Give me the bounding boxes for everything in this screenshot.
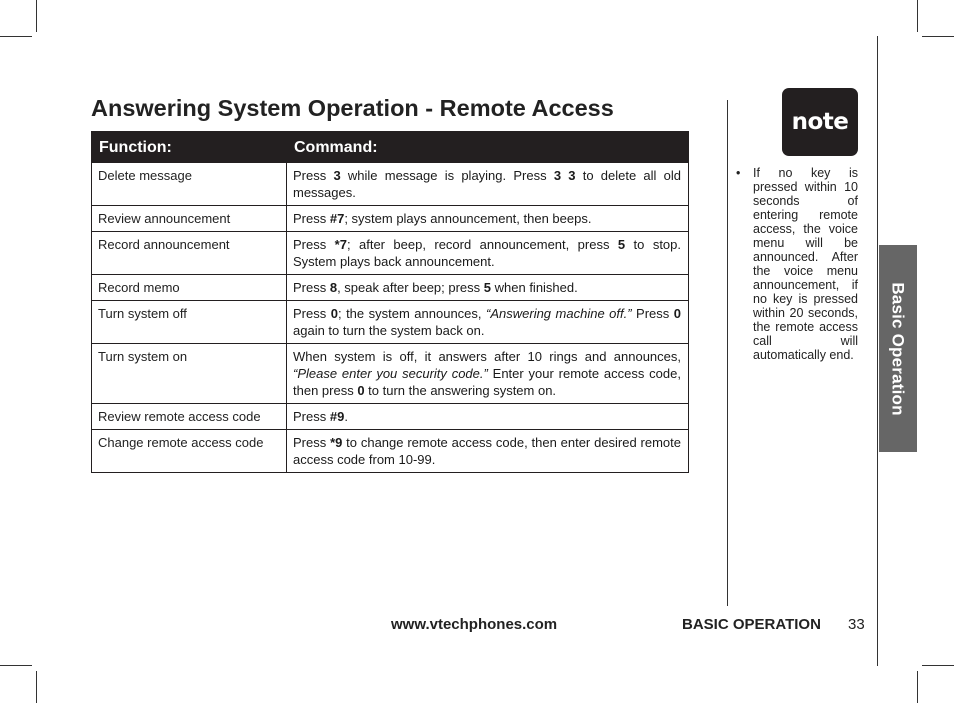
command-text: to change remote access code, then enter desired remote access code from 10-99.	[293, 435, 682, 467]
crop-mark	[36, 671, 37, 703]
command-text: Press	[293, 306, 331, 321]
command-text: When system is off, it answers after 10 rings and announces,	[293, 349, 681, 364]
command-text: to stop. System plays back announcement.	[293, 237, 682, 269]
note-badge: note	[782, 88, 858, 156]
command-cell	[287, 206, 689, 232]
crop-mark	[917, 0, 918, 32]
command-text: when finished.	[491, 280, 578, 295]
table-row	[92, 163, 689, 206]
command-text: ; after beep, record announcement, press	[346, 237, 618, 252]
command-text: .	[344, 409, 348, 424]
key-label: 0	[330, 306, 338, 321]
key-label: #9	[329, 409, 345, 424]
key-label: 5	[483, 280, 492, 295]
key-label: 0	[673, 306, 682, 321]
function-cell: Review announcement	[92, 206, 287, 232]
key-label: *9	[330, 435, 343, 450]
command-cell	[287, 430, 689, 473]
command-text: Press	[293, 237, 335, 252]
crop-mark	[36, 0, 37, 32]
command-text: ; system plays announcement, then beeps.	[344, 211, 592, 226]
function-cell: Change remote access code	[92, 430, 287, 473]
command-text: Press	[293, 435, 331, 450]
command-cell	[287, 163, 689, 206]
announcement-quote: “Please enter you security code.”	[293, 366, 488, 381]
footer-url: www.vtechphones.com	[391, 616, 558, 633]
section-side-tab	[879, 245, 917, 452]
command-text: Press	[293, 409, 330, 424]
command-cell	[287, 232, 689, 275]
command-text: again to turn the system back on.	[293, 323, 485, 338]
command-text: Press	[293, 280, 330, 295]
margin-divider	[877, 36, 878, 666]
key-label: 8	[329, 280, 338, 295]
function-cell: Record announcement	[92, 232, 287, 275]
command-text: Press	[293, 211, 330, 226]
column-divider	[727, 100, 728, 606]
note-content	[736, 166, 858, 362]
crop-mark	[922, 36, 954, 37]
crop-mark	[917, 671, 918, 703]
command-text: to delete all old messages.	[293, 168, 681, 200]
command-text: Press	[293, 168, 334, 183]
command-cell	[287, 344, 689, 404]
key-label: 3 3	[553, 168, 576, 183]
command-cell	[287, 404, 689, 430]
table-row	[92, 206, 689, 232]
command-text: , speak after beep; press	[337, 280, 484, 295]
bullet-icon: •	[736, 166, 741, 180]
table-body	[92, 163, 689, 473]
key-label: 0	[357, 383, 365, 398]
command-text: to turn the answering system on.	[364, 383, 557, 398]
function-cell: Record memo	[92, 275, 287, 301]
crop-mark	[922, 665, 954, 666]
command-text: while message is playing. Press	[340, 168, 554, 183]
command-cell	[287, 275, 689, 301]
function-cell: Turn system off	[92, 301, 287, 344]
key-label: 3	[333, 168, 341, 183]
key-label: #7	[329, 211, 345, 226]
page-title: Answering System Operation - Remote Access	[91, 95, 614, 121]
page-number: 33	[848, 616, 865, 633]
function-cell: Review remote access code	[92, 404, 287, 430]
key-label: 5	[617, 237, 626, 252]
command-text: ; the system announces,	[337, 306, 487, 321]
side-tab-label: Basic Operation	[889, 281, 908, 416]
key-label: *7	[334, 237, 347, 252]
command-column-header: Command:	[287, 132, 689, 163]
announcement-quote: “Answering machine off.”	[486, 306, 632, 321]
remote-access-table	[91, 131, 689, 473]
table-row	[92, 232, 689, 275]
table-row	[92, 275, 689, 301]
table-header-row	[92, 132, 689, 163]
table-row	[92, 404, 689, 430]
function-cell: Delete message	[92, 163, 287, 206]
function-column-header: Function:	[92, 132, 287, 163]
command-cell	[287, 301, 689, 344]
crop-mark	[0, 665, 32, 666]
command-text: Enter your remote access code, then press	[293, 366, 681, 398]
table-row	[92, 344, 689, 404]
command-text: Press	[631, 306, 674, 321]
note-text: If no key is pressed within 10 seconds of entering remote access, the voice menu will be announced. After the voice menu announcement, if no key is pressed within 20 seconds, the remote access call will automatically end.	[753, 166, 858, 362]
footer-section: BASIC OPERATION	[682, 616, 821, 633]
function-cell: Turn system on	[92, 344, 287, 404]
crop-mark	[0, 36, 32, 37]
table-row	[92, 430, 689, 473]
table-row	[92, 301, 689, 344]
